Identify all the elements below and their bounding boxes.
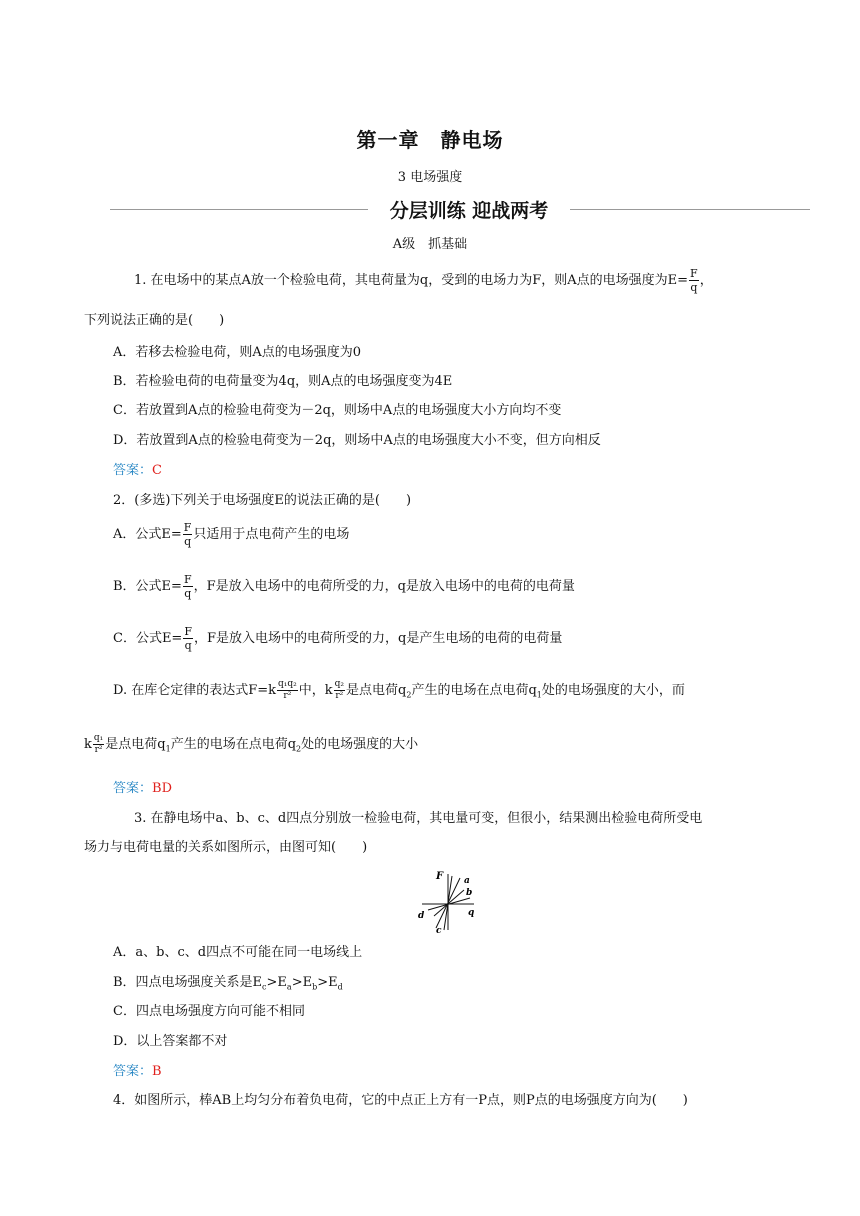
q3-option-c: C．四点电场强度方向可能不相同: [113, 1004, 305, 1019]
q3-option-a: A．a、b、c、d四点不可能在同一电场线上: [113, 945, 363, 960]
label-q: q: [468, 908, 475, 918]
q4-stem: 4．如图所示，棒AB上均匀分布着负电荷，它的中点正上方有一P点，则P点的电场强度方向为( ): [113, 1093, 688, 1108]
q3-option-d: D．以上答案都不对: [113, 1034, 228, 1049]
q3-stem: 3. 在静电场中a、b、c、d四点分别放一检验电荷，其电量可变，但很小，结果测出检验电荷所受电: [134, 811, 703, 826]
q1-stem: 1. 在电场中的某点A放一个检验电荷，其电荷量为q，受到的电场力为F，则A点的电场强度为E= $\frac{F}{q}$ ，: [134, 267, 713, 294]
banner-line-right: [570, 209, 810, 210]
q2-d-fraction-1: $\frac{\text{q₁q₂}}{\text{r²}}$: [278, 679, 297, 701]
level-heading: A级 抓基础: [392, 237, 468, 252]
q2-c-fraction: $\frac{F}{q}$: [184, 625, 192, 652]
q2-option-d: D. 在库仑定律的表达式F=k $\frac{\text{q₁q₂}}{\text{r²}}$ 中，k $\frac{\text{q₂}}{\text{r²}}$ 是点电荷$q_2$产生的电场在点电荷$q_1$处的电场强度的大小，而: [113, 679, 685, 701]
label-d: d: [418, 911, 425, 921]
q2-a-fraction: $\frac{F}{q}$: [183, 521, 192, 548]
q3-stem-cont: 场力与电荷电量的关系如图所示，由图可知( ): [84, 840, 368, 855]
label-F: F: [436, 871, 444, 882]
q2-option-d-cont: k $\frac{\text{q₁}}{\text{r²}}$ 是点电荷$q_1$产生的电场在点电荷$q_2$处的电场强度的大小: [84, 733, 419, 755]
q2-option-c: C．公式E= $\frac{F}{q}$ ，F是放入电场中的电荷所受的力，q是产生电场的电荷的电荷量: [113, 625, 563, 652]
q2-b-fraction: $\frac{F}{q}$: [183, 573, 192, 600]
section-banner: [110, 196, 810, 224]
f-q-graph: [412, 868, 480, 934]
q3-option-b: B．四点电场强度关系是$E_c>E_a>E_b>E_d$: [113, 975, 343, 992]
label-a: a: [464, 876, 470, 886]
banner-text: 分层训练 迎战两考: [389, 200, 549, 222]
q2-d-fraction-2: $\frac{\text{q₂}}{\text{r²}}$: [334, 679, 345, 701]
q1-stem-cont: 下列说法正确的是( ): [84, 313, 225, 328]
banner-line-left: [110, 209, 368, 210]
q1-fraction: $\frac{F}{q}$: [690, 267, 698, 294]
q2-option-a: A．公式E= $\frac{F}{q}$ 只适用于点电荷产生的电场: [113, 521, 350, 548]
q2-option-b: B．公式E= $\frac{F}{q}$ ，F是放入电场中的电荷所受的力，q是放入电场中的电荷的电荷量: [113, 573, 575, 600]
q2-stem: 2．(多选)下列关于电场强度E的说法正确的是( ): [113, 493, 412, 508]
section-title: 3 电场强度: [397, 170, 463, 185]
q1-option-c: C．若放置到A点的检验电荷变为－2q，则场中A点的电场强度大小方向均不变: [113, 403, 562, 418]
q3-answer: 答案：B: [113, 1064, 162, 1079]
q1-option-d: D．若放置到A点的检验电荷变为－2q，则场中A点的电场强度大小不变，但方向相反: [113, 433, 601, 448]
chapter-title: 第一章 静电场: [356, 128, 504, 152]
q2-d-fraction-3: $\frac{\text{q₁}}{\text{r²}}$: [93, 733, 104, 755]
q1-option-a: A．若移去检验电荷，则A点的电场强度为0: [113, 345, 362, 360]
q1-answer: 答案：C: [113, 463, 162, 478]
label-b: b: [466, 888, 473, 898]
label-c: c: [436, 926, 442, 934]
q1-option-b: B．若检验电荷的电荷量变为4q，则A点的电场强度变为4E: [113, 374, 453, 389]
q2-answer: 答案：BD: [113, 781, 172, 796]
